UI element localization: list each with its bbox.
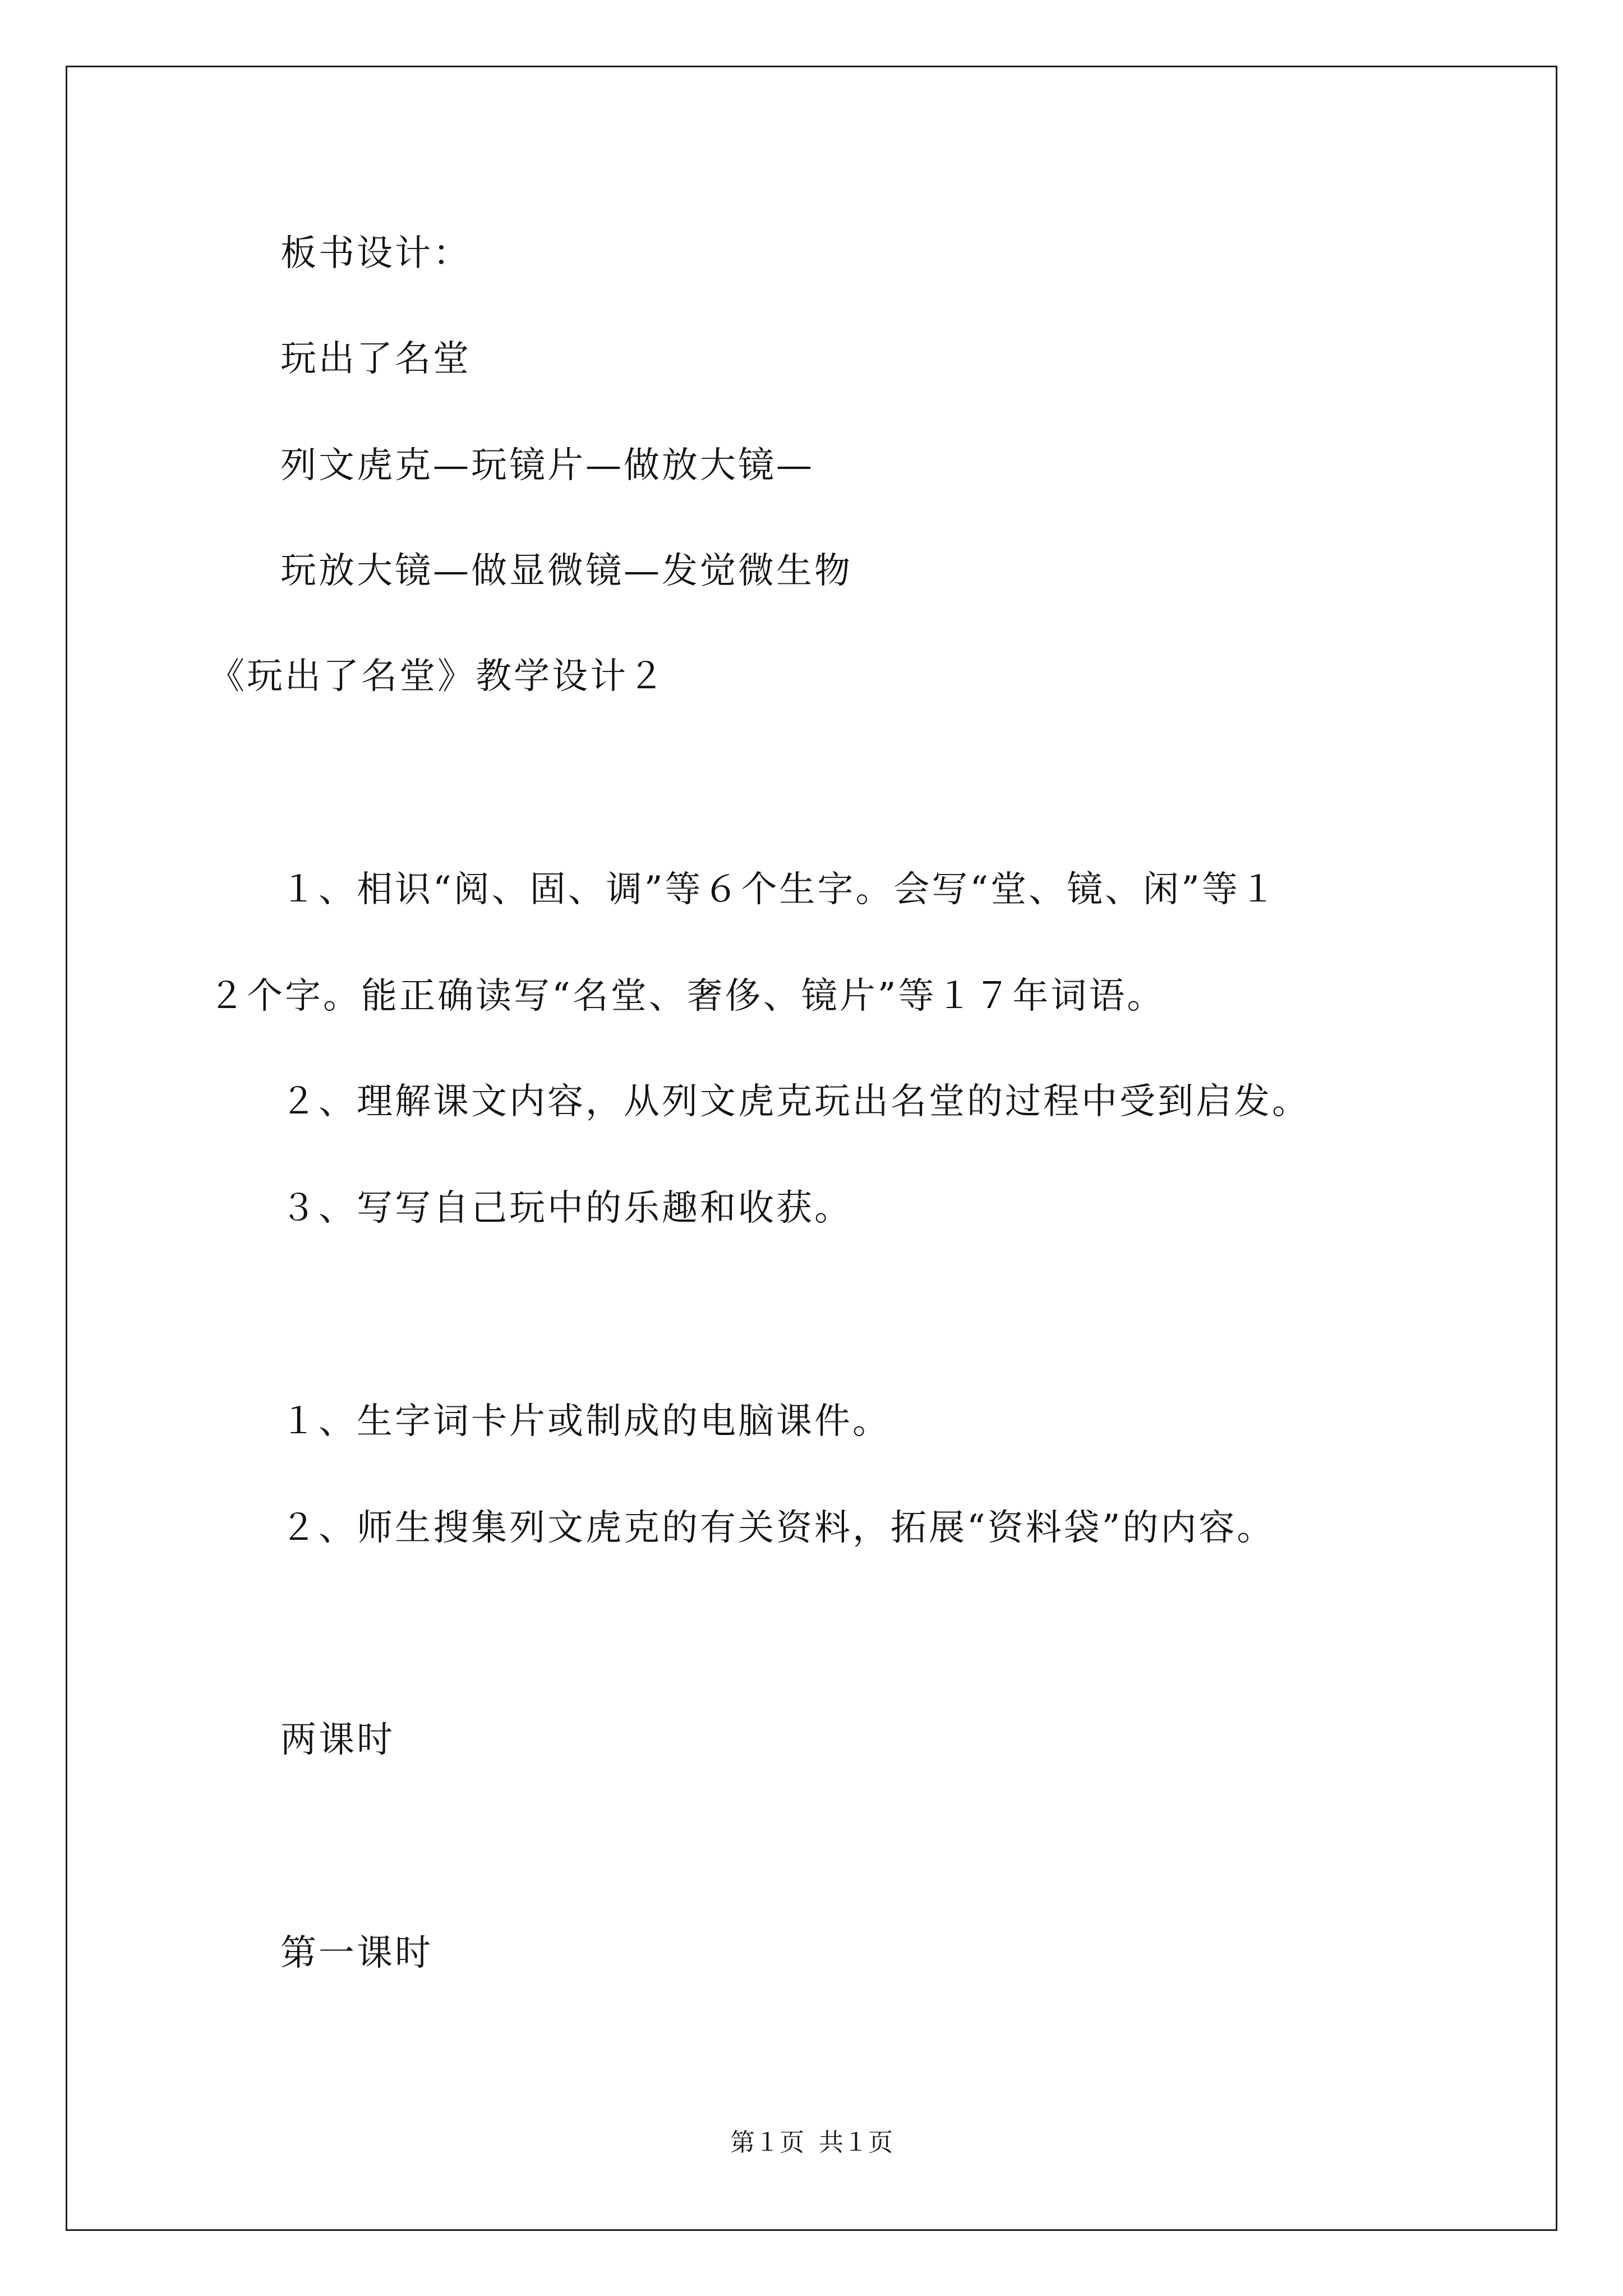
- board-line-2: 玩放大镜—做显微镜—发觉微生物: [280, 550, 852, 592]
- goal-1: １、相识“阅、固、调”等６个生字。会写“堂、镜、闲”等１: [280, 869, 1278, 910]
- page-number: 第１页: [730, 2128, 804, 2157]
- page-border: [66, 66, 1557, 2231]
- first-lesson-heading: 第一课时: [280, 1932, 433, 1974]
- goal-3: ３、写写自己玩中的乐趣和收获。: [280, 1188, 852, 1229]
- goal-1-continued: ２个字。能正确读写“名堂、奢侈、镜片”等１７年词语。: [209, 976, 1165, 1017]
- page-footer: [0, 2126, 1623, 2160]
- board-line-1: 列文虎克—玩镜片—做放大镜—: [280, 445, 814, 486]
- prep-2: ２、师生搜集列文虎克的有关资料，拓展“资料袋”的内容。: [280, 1507, 1275, 1549]
- page-total: 共１页: [819, 2128, 893, 2157]
- board-design-heading: 板书设计：: [280, 233, 471, 274]
- duration: 两课时: [280, 1719, 395, 1761]
- board-line-title: 玩出了名堂: [280, 338, 471, 380]
- prep-1: １、生字词卡片或制成的电脑课件。: [280, 1401, 891, 1442]
- goal-2: ２、理解课文内容，从列文虎克玩出名堂的过程中受到启发。: [280, 1081, 1310, 1122]
- section-title: 《玩出了名堂》教学设计２: [209, 656, 666, 697]
